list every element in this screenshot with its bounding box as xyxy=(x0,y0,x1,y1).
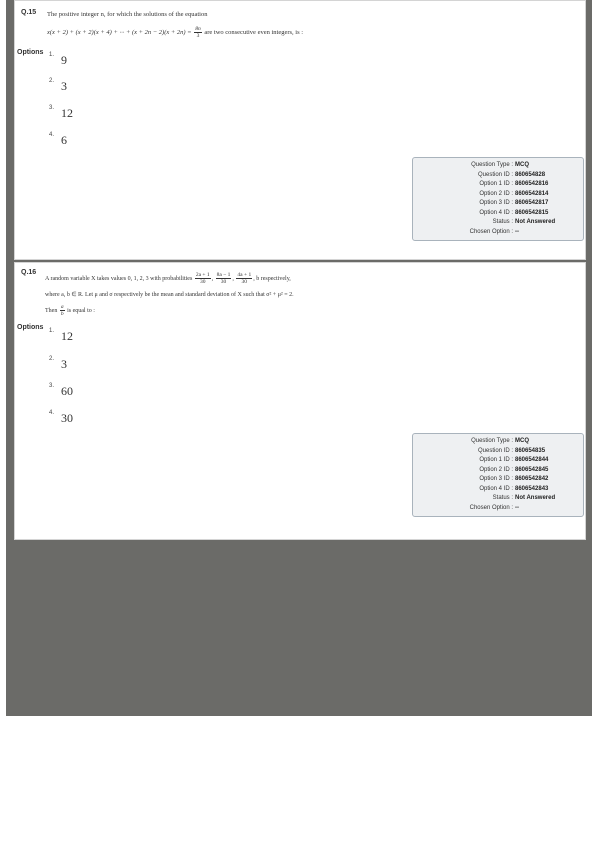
value: 8606542816 xyxy=(515,181,549,187)
question-type-row xyxy=(413,161,583,171)
fraction-numerator: 2a + 1 xyxy=(195,272,210,278)
label: Chosen Option : xyxy=(469,504,513,511)
question-line-tail: , b respectively, xyxy=(253,275,291,282)
question-id-row xyxy=(413,171,583,181)
label: Option 2 ID : xyxy=(479,466,513,473)
value: 8606542817 xyxy=(515,200,549,206)
chosen-option-row xyxy=(413,504,583,514)
option-number: 2. xyxy=(49,356,55,362)
fraction-denominator: 30 xyxy=(199,279,206,285)
option-value: 3 xyxy=(61,357,67,371)
fraction xyxy=(194,26,202,39)
fraction-numerator: 4a + 1 xyxy=(237,272,252,278)
chosen-option-row xyxy=(413,228,583,238)
label: Status : xyxy=(492,495,513,501)
option-number: 4. xyxy=(49,410,55,416)
equation-tail: are two consecutive even integers, is : xyxy=(204,28,304,36)
status-badge: Not Answered xyxy=(515,219,556,225)
option-number: 3. xyxy=(49,105,55,111)
question-type-row xyxy=(413,437,583,447)
option-4-id-row xyxy=(413,485,583,495)
question-id-row xyxy=(413,447,583,457)
status-badge: Not Answered xyxy=(515,495,556,501)
fraction-denominator: 30 xyxy=(241,279,248,285)
value: 8606542845 xyxy=(515,466,549,473)
status-row xyxy=(413,494,583,504)
value: 860654828 xyxy=(515,171,546,178)
option-3-id-row xyxy=(413,199,583,209)
label: Status : xyxy=(492,219,513,225)
question-card xyxy=(14,262,586,540)
option-value: 60 xyxy=(61,384,73,398)
value: 860654835 xyxy=(515,447,546,454)
option-value: 6 xyxy=(61,133,67,147)
fraction-numerator: a xyxy=(60,304,64,310)
label: Option 1 ID : xyxy=(479,181,513,187)
label: Question Type : xyxy=(471,162,513,168)
question-card xyxy=(14,0,586,260)
options-label: Options xyxy=(17,324,44,331)
option-2-id-row xyxy=(413,190,583,200)
label: Question ID : xyxy=(477,171,513,178)
fraction xyxy=(195,272,211,285)
value: MCQ xyxy=(515,438,529,444)
option-value: 12 xyxy=(61,329,73,343)
question-text: A random variable X takes values 0, 1, 2, 3 with probabilities $\frac{2a + 1}{30}$ , $\frac{8a - 1}{30}$ , $\frac{4a + 1}{30}$ , b respectively, xyxy=(45,272,291,285)
value: 8606542842 xyxy=(515,476,549,482)
value: 8606542815 xyxy=(515,209,549,216)
option-value: 3 xyxy=(61,79,67,93)
label: Option 1 ID : xyxy=(479,457,513,463)
value: -- xyxy=(515,228,519,235)
option-number: 1. xyxy=(49,328,55,334)
question-line: A random variable X takes values 0, 1, 2, 3 with probabilities xyxy=(45,275,193,282)
option-4-id-row xyxy=(413,209,583,219)
question-text: where a, b ∈ R. Let μ and σ respectively be the mean and standard deviation of X such that σ² + μ² = 2. xyxy=(45,292,294,298)
label: Option 4 ID : xyxy=(479,485,513,492)
question-number: Q.16 xyxy=(21,269,37,276)
options-label: Options xyxy=(17,49,44,56)
option-number: 1. xyxy=(49,52,55,58)
value: MCQ xyxy=(515,162,529,168)
value: 8606542844 xyxy=(515,457,549,463)
label: Question ID : xyxy=(477,447,513,454)
fraction-denominator: 30 xyxy=(220,279,227,285)
fraction xyxy=(216,272,232,285)
question-info-box xyxy=(412,433,584,517)
label: Option 4 ID : xyxy=(479,209,513,216)
page-background xyxy=(6,0,592,716)
label: Option 3 ID : xyxy=(479,200,513,206)
option-number: 3. xyxy=(49,383,55,389)
label: Question Type : xyxy=(471,438,513,444)
equation-lhs: x(x + 2) + (x + 2)(x + 4) + ··· + (x + 2n − 2)(x + 2n) = xyxy=(47,28,192,36)
option-number: 2. xyxy=(49,78,55,84)
question-line: Then xyxy=(45,307,58,314)
value: -- xyxy=(515,504,519,511)
option-number: 4. xyxy=(49,132,55,138)
fraction-numerator: 8n xyxy=(195,26,201,32)
question-info-box xyxy=(412,157,584,241)
fraction-denominator: b xyxy=(60,311,64,317)
question-equation xyxy=(47,26,303,39)
status-row xyxy=(413,218,583,228)
question-number: Q.15 xyxy=(21,9,37,16)
fraction xyxy=(236,272,252,285)
option-1-id-row xyxy=(413,456,583,466)
label: Chosen Option : xyxy=(469,228,513,235)
value: 8606542814 xyxy=(515,190,549,197)
value: 8606542843 xyxy=(515,485,549,492)
label: Option 2 ID : xyxy=(479,190,513,197)
question-text: The positive integer n, for which the solutions of the equation xyxy=(47,11,208,18)
fraction-numerator: 8a − 1 xyxy=(216,272,231,278)
question-line: is equal to : xyxy=(67,307,95,314)
option-value: 12 xyxy=(61,106,73,120)
label: Option 3 ID : xyxy=(479,476,513,482)
option-2-id-row xyxy=(413,466,583,476)
question-text xyxy=(45,304,95,317)
option-3-id-row xyxy=(413,475,583,485)
fraction-denominator: 3 xyxy=(196,33,200,39)
option-value: 9 xyxy=(61,53,67,67)
option-value: 30 xyxy=(61,411,73,425)
option-1-id-row xyxy=(413,180,583,190)
fraction xyxy=(60,304,65,317)
